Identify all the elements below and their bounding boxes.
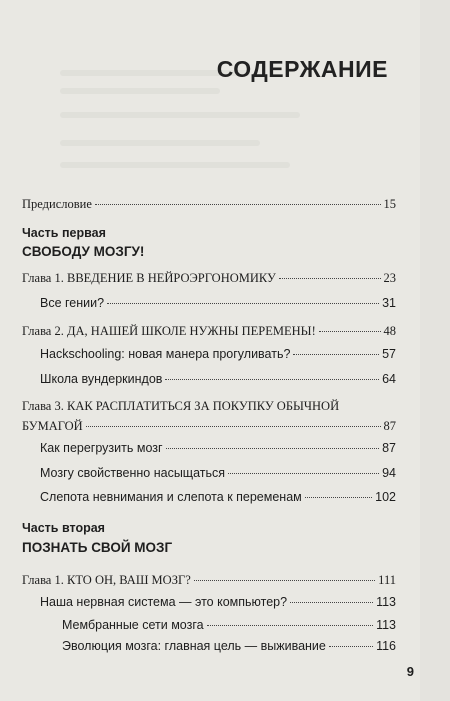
toc-entry-label: Глава 2. ДА, НАШЕЙ ШКОЛЕ НУЖНЫ ПЕРЕМЕНЫ! [22,324,316,338]
dot-leader [86,426,381,427]
toc-entry-label: Hackschooling: новая манера прогуливать? [40,347,291,361]
toc-entry-label: Мозгу свойственно насыщаться [40,466,226,480]
toc-entry-subsection[interactable] [62,617,396,633]
toc-entry-chapter[interactable] [22,323,396,339]
page-title: СОДЕРЖАНИЕ [216,56,388,82]
toc-entry-chapter[interactable] [22,270,396,286]
dot-leader [228,473,379,474]
bleed-through [60,162,290,168]
part-title: ПОЗНАТЬ СВОЙ МОЗГ [22,540,173,555]
toc-entry-label: Как перегрузить мозг [40,441,163,455]
toc-entry-page: 102 [375,490,396,504]
toc-entry-chapter[interactable] [22,572,396,588]
toc-entry-page: 64 [382,372,396,386]
dot-leader [319,331,381,332]
toc-entry-section[interactable] [40,371,396,387]
toc-entry-page: 113 [376,618,396,632]
dot-leader [305,497,372,498]
dot-leader [329,646,373,647]
toc-entry-page: 94 [382,466,396,480]
dot-leader [165,379,379,380]
toc-entry-label: Слепота невнимания и слепота к переменам [40,490,302,504]
toc-entry-label: Школа вундеркиндов [40,372,163,386]
toc-entry-section[interactable] [40,440,396,456]
part-label: Часть первая [22,226,106,240]
toc-entry-section[interactable] [40,465,396,481]
dot-leader [279,278,381,279]
toc-entry-label: Эволюция мозга: главная цель — выживание [62,639,326,653]
toc-entry-page: 111 [378,573,396,587]
toc-entry-page: 113 [376,595,396,609]
dot-leader [207,625,373,626]
toc-entry-subsection[interactable] [62,638,396,654]
toc-entry-label: Глава 1. ВВЕДЕНИЕ В НЕЙРОЭРГОНОМИКУ [22,271,276,285]
part-label: Часть вторая [22,521,105,535]
toc-entry-page: 116 [376,639,396,653]
toc-entry-page: 15 [383,197,396,211]
toc-entry-label: Все гении? [40,296,105,310]
toc-entry-page: 57 [382,347,396,361]
bleed-through [60,140,260,146]
dot-leader [290,602,373,603]
dot-leader [95,204,381,205]
dot-leader [194,580,375,581]
toc-entry-label: Глава 1. КТО ОН, ВАШ МОЗГ? [22,573,191,587]
toc-entry-label: Мембранные сети мозга [62,618,204,632]
dot-leader [166,448,380,449]
bleed-through [60,112,300,118]
dot-leader [107,303,379,304]
toc-entry-section[interactable] [40,594,396,610]
toc-entry-chapter-line1: Глава 3. КАК РАСПЛАТИТЬСЯ ЗА ПОКУПКУ ОБЫЧНОЙ [22,399,340,413]
page-edge [420,0,450,701]
toc-entry-page: 31 [382,296,396,310]
toc-entry-label: Предисловие [22,197,92,211]
toc-entry-page: 23 [383,271,396,285]
toc-entry-chapter[interactable] [22,418,396,434]
part-title: СВОБОДУ МОЗГУ! [22,244,145,259]
toc-entry-page: 48 [383,324,396,338]
toc-entry-label: Наша нервная система — это компьютер? [40,595,288,609]
toc-entry-preface[interactable] [22,196,396,212]
toc-entry-section[interactable] [40,489,396,505]
page-number: 9 [406,664,414,679]
dot-leader [293,354,379,355]
toc-entry-page: 87 [383,419,396,433]
toc-entry-section[interactable] [40,295,396,311]
bleed-through [60,88,220,94]
toc-entry-label: БУМАГОЙ [22,419,83,433]
toc-entry-section[interactable] [40,346,396,362]
toc-entry-page: 87 [382,441,396,455]
